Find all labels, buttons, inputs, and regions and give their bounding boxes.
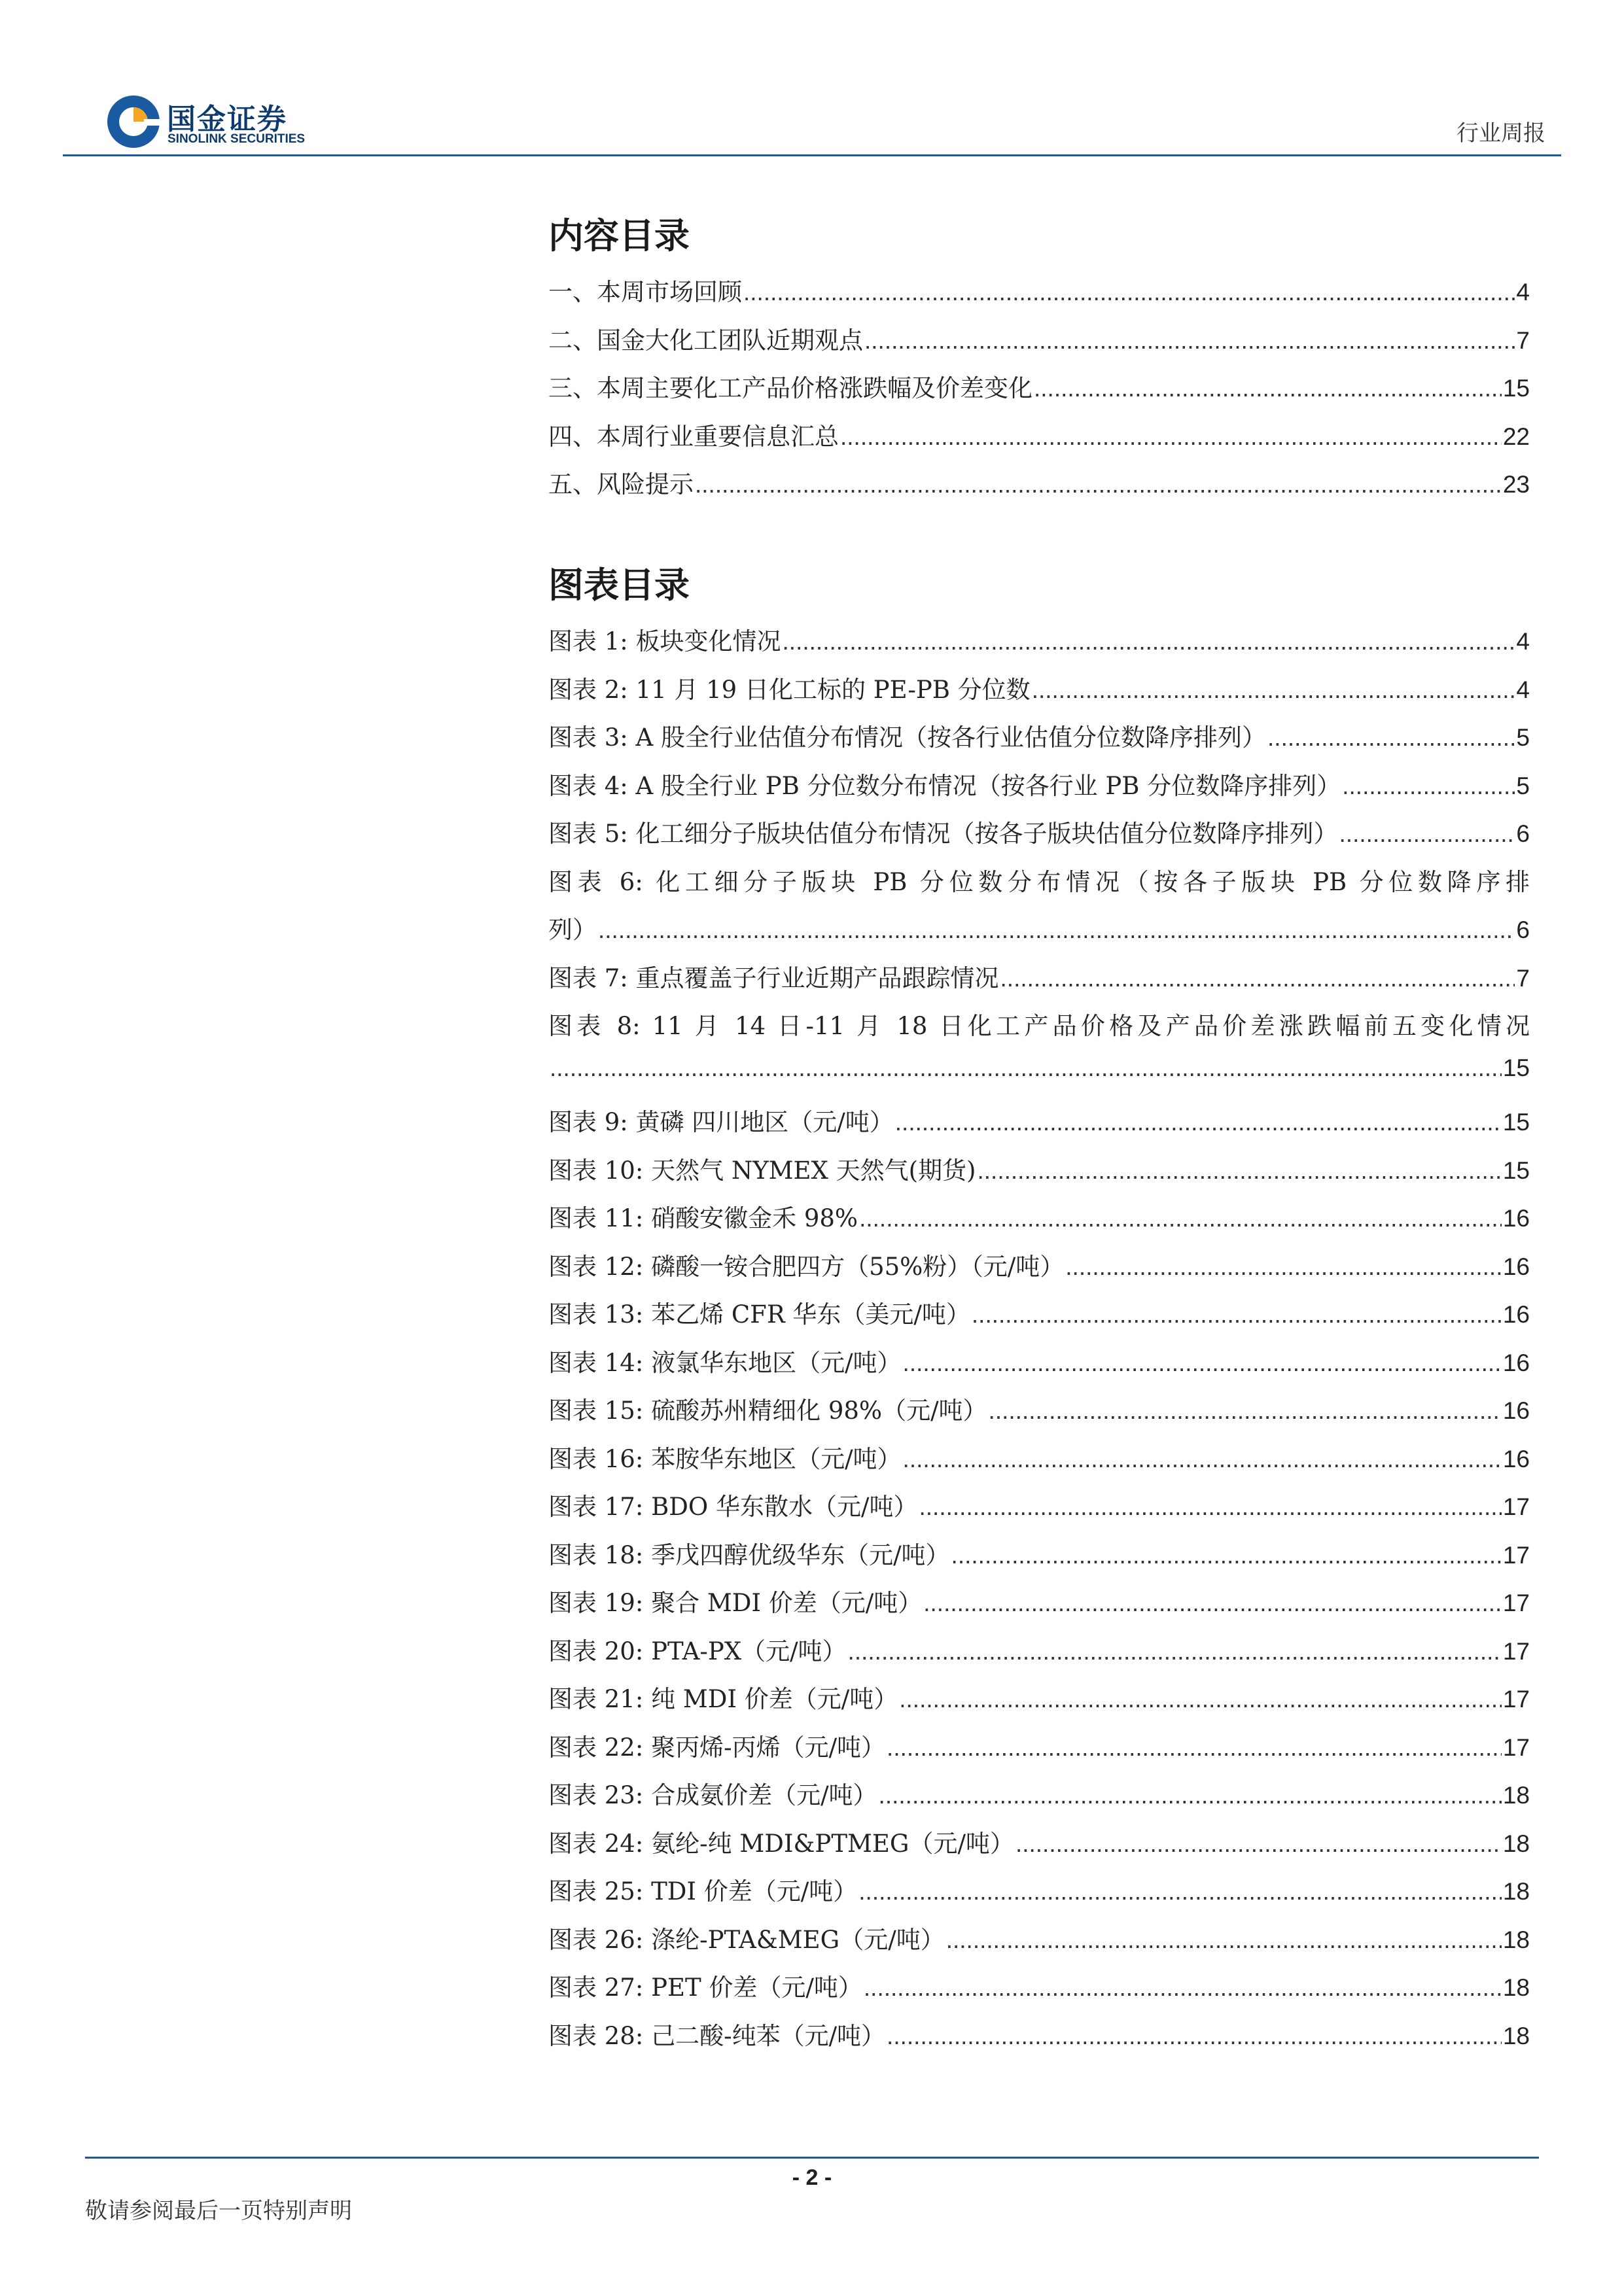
toc-item-label: 图表 17: BDO 华东散水（元/吨） xyxy=(548,1493,918,1521)
toc-leader-dots xyxy=(840,423,1502,451)
toc-item-wrapped-line-1[interactable] xyxy=(548,1006,1530,1054)
toc-item-label: 图表 9: 黄磷 四川地区（元/吨） xyxy=(548,1108,894,1136)
toc-item-label: 图表 4: A 股全行业 PB 分位数分布情况（按各行业 PB 分位数降序排列） xyxy=(548,771,1341,800)
toc-item[interactable] xyxy=(548,1583,1530,1631)
toc-leader-dots xyxy=(1267,724,1515,752)
toc-item[interactable] xyxy=(548,1535,1530,1584)
toc-item-label: 图表 23: 合成氨价差（元/吨） xyxy=(548,1781,877,1809)
toc-leader-dots xyxy=(848,1638,1502,1665)
toc-item-label: 图表 6: 化工细分子版块 PB 分位数分布情况（按各子版块 PB 分位数降序排 xyxy=(548,867,1530,896)
toc-item-label: 图表 26: 涤纶-PTA&MEG（元/吨） xyxy=(548,1925,945,1954)
toc-item-label: 图表 27: PET 价差（元/吨） xyxy=(548,1974,862,2002)
toc-item-label: 图表 21: 纯 MDI 价差（元/吨） xyxy=(548,1685,898,1713)
toc-item[interactable] xyxy=(548,2016,1530,2064)
toc-item-label: 图表 16: 苯胺华东地区（元/吨） xyxy=(548,1444,902,1473)
toc-item-label: 图表 18: 季戊四醇优级华东（元/吨） xyxy=(548,1540,950,1569)
toc-item-page: 18 xyxy=(1502,1878,1530,1905)
toc-item-page: 15 xyxy=(1502,1157,1530,1184)
toc-item[interactable] xyxy=(548,1151,1530,1199)
toc-item[interactable] xyxy=(548,321,1530,369)
toc-item-page: 16 xyxy=(1502,1445,1530,1472)
toc-item-label: 图表 7: 重点覆盖子行业近期产品跟踪情况 xyxy=(548,964,999,992)
toc-leader-dots xyxy=(903,1349,1502,1377)
toc-item-label: 图表 1: 板块变化情况 xyxy=(548,627,781,655)
toc-item[interactable] xyxy=(548,621,1530,670)
toc-item-page: 5 xyxy=(1516,772,1530,799)
toc-leader-dots xyxy=(946,1926,1502,1954)
toc-item-page: 17 xyxy=(1502,1541,1530,1569)
page-number: - 2 - xyxy=(792,2165,832,2190)
toc-item[interactable] xyxy=(548,958,1530,1007)
toc-item-label: 图表 5: 化工细分子版块估值分布情况（按各子版块估值分位数降序排列） xyxy=(548,820,1338,848)
company-logo xyxy=(105,93,353,152)
toc-item-page: 6 xyxy=(1516,916,1530,943)
toc-item-page: 18 xyxy=(1502,1830,1530,1857)
toc-item-page: 16 xyxy=(1502,1397,1530,1424)
toc-item-page: 5 xyxy=(1516,724,1530,751)
toc-item[interactable] xyxy=(548,1920,1530,1968)
figure-toc-title: 图表目录 xyxy=(548,564,690,606)
toc-item-page: 18 xyxy=(1502,2022,1530,2049)
toc-item-label: 图表 12: 磷酸一铵合肥四方（55%粉）（元/吨） xyxy=(548,1252,1065,1281)
toc-item[interactable] xyxy=(548,1439,1530,1487)
toc-leader-dots xyxy=(859,1205,1502,1232)
toc-leader-dots xyxy=(903,1446,1502,1473)
toc-leader-dots xyxy=(864,327,1515,355)
toc-item-label: 图表 8: 11 月 14 日-11 月 18 日化工产品价格及产品价差涨跌幅前五变化情况 xyxy=(548,1012,1530,1040)
toc-leader-dots xyxy=(923,1590,1502,1617)
toc-item-label: 图表 2: 11 月 19 日化工标的 PE-PB 分位数 xyxy=(548,675,1031,704)
toc-item-label: 一、本周市场回顾 xyxy=(548,278,742,306)
toc-item[interactable] xyxy=(548,766,1530,814)
toc-item-page: 16 xyxy=(1502,1205,1530,1232)
toc-item-wrapped-line-2[interactable] xyxy=(548,1054,1530,1103)
toc-item-page: 17 xyxy=(1502,1493,1530,1520)
toc-item-page: 16 xyxy=(1502,1301,1530,1328)
toc-leader-dots xyxy=(879,1782,1502,1809)
toc-item[interactable] xyxy=(548,1679,1530,1728)
toc-item-label: 图表 15: 硫酸苏州精细化 98%（元/吨） xyxy=(548,1397,987,1425)
toc-item-page: 17 xyxy=(1502,1590,1530,1616)
toc-leader-dots xyxy=(1015,1830,1502,1858)
toc-item-page: 18 xyxy=(1502,1974,1530,2001)
toc-item-label: 图表 14: 液氯华东地区（元/吨） xyxy=(548,1348,902,1377)
toc-item[interactable] xyxy=(548,1247,1530,1295)
toc-item[interactable] xyxy=(548,1343,1530,1391)
toc-item-page: 16 xyxy=(1502,1349,1530,1376)
toc-item-page: 23 xyxy=(1502,471,1530,498)
toc-item-page: 15 xyxy=(1502,375,1530,402)
toc-leader-dots xyxy=(1034,375,1502,402)
toc-leader-dots xyxy=(989,1397,1502,1425)
toc-item[interactable] xyxy=(548,1871,1530,1920)
toc-leader-dots xyxy=(858,1878,1502,1905)
toc-item-label: 图表 20: PTA-PX（元/吨） xyxy=(548,1637,847,1665)
toc-leader-dots xyxy=(887,2023,1502,2050)
toc-item-page: 17 xyxy=(1502,1733,1530,1761)
toc-item-wrapped-line-1[interactable] xyxy=(548,862,1530,911)
toc-leader-dots xyxy=(887,1734,1502,1762)
toc-item-page: 7 xyxy=(1516,964,1530,992)
toc-leader-dots xyxy=(864,1974,1502,2002)
toc-item[interactable] xyxy=(548,272,1530,321)
toc-item[interactable] xyxy=(548,1102,1530,1151)
toc-item[interactable] xyxy=(548,1198,1530,1247)
toc-item-label: 图表 13: 苯乙烯 CFR 华东（美元/吨） xyxy=(548,1300,970,1329)
toc-leader-dots xyxy=(1065,1253,1502,1281)
toc-leader-dots xyxy=(899,1686,1502,1713)
toc-item-page: 17 xyxy=(1502,1686,1530,1713)
toc-item-page: 15 xyxy=(1502,1109,1530,1136)
toc-leader-dots xyxy=(978,1157,1502,1185)
content-toc-list xyxy=(548,272,1530,513)
toc-leader-dots xyxy=(895,1109,1502,1136)
toc-item[interactable] xyxy=(548,1968,1530,2016)
toc-item-label: 图表 24: 氨纶-纯 MDI&PTMEG（元/吨） xyxy=(548,1829,1014,1858)
header-divider xyxy=(63,154,1561,156)
toc-item-label-continued: 列） xyxy=(548,916,597,944)
toc-item-label: 二、国金大化工团队近期观点 xyxy=(548,326,863,355)
toc-item[interactable] xyxy=(548,814,1530,862)
toc-leader-dots xyxy=(695,471,1502,498)
toc-item[interactable] xyxy=(548,670,1530,718)
toc-leader-dots xyxy=(1339,820,1515,848)
toc-item-label: 四、本周行业重要信息汇总 xyxy=(548,422,839,451)
figure-toc-list xyxy=(548,621,1530,2064)
toc-item-page: 18 xyxy=(1502,1926,1530,1953)
toc-item-label: 图表 11: 硝酸安徽金禾 98% xyxy=(548,1204,858,1232)
toc-leader-dots xyxy=(783,628,1515,655)
logo-text-english: SINOLINK SECURITIES xyxy=(168,132,306,146)
report-type: 行业周报 xyxy=(1456,120,1545,147)
toc-item[interactable] xyxy=(548,1391,1530,1439)
toc-item[interactable] xyxy=(548,1487,1530,1535)
toc-item-page: 6 xyxy=(1516,820,1530,847)
toc-leader-dots xyxy=(972,1301,1502,1329)
toc-item-page: 4 xyxy=(1516,628,1530,655)
toc-leader-dots xyxy=(1032,676,1515,704)
toc-item[interactable] xyxy=(548,718,1530,766)
toc-item-label: 图表 22: 聚丙烯-丙烯（元/吨） xyxy=(548,1733,886,1762)
toc-leader-dots xyxy=(1342,773,1515,800)
footer-disclaimer: 敬请参阅最后一页特别声明 xyxy=(85,2198,352,2224)
toc-item[interactable] xyxy=(548,1728,1530,1776)
sinolink-logo-icon xyxy=(105,93,162,150)
toc-item-label: 五、风险提示 xyxy=(548,470,694,498)
toc-item-page: 16 xyxy=(1502,1253,1530,1280)
toc-item[interactable] xyxy=(548,1824,1530,1872)
toc-item[interactable] xyxy=(548,1775,1530,1824)
toc-item[interactable] xyxy=(548,464,1530,513)
toc-item-label: 图表 3: A 股全行业估值分布情况（按各行业估值分位数降序排列） xyxy=(548,723,1267,752)
toc-leader-dots xyxy=(919,1493,1501,1521)
toc-item[interactable] xyxy=(548,368,1530,417)
toc-leader-dots xyxy=(1000,965,1515,992)
toc-leader-dots xyxy=(550,1054,1502,1082)
toc-item-page: 18 xyxy=(1502,1782,1530,1809)
toc-item[interactable] xyxy=(548,417,1530,465)
toc-item[interactable] xyxy=(548,1631,1530,1680)
toc-item-label: 三、本周主要化工产品价格涨跌幅及价差变化 xyxy=(548,374,1033,402)
toc-item-page: 17 xyxy=(1502,1637,1530,1665)
toc-item[interactable] xyxy=(548,1295,1530,1343)
toc-leader-dots xyxy=(598,916,1515,944)
toc-leader-dots xyxy=(951,1542,1502,1569)
footer-divider xyxy=(85,2157,1539,2159)
toc-item-label: 图表 19: 聚合 MDI 价差（元/吨） xyxy=(548,1589,923,1617)
toc-item-label: 图表 25: TDI 价差（元/吨） xyxy=(548,1877,858,1905)
toc-item-page: 4 xyxy=(1516,279,1530,305)
toc-leader-dots xyxy=(743,279,1515,306)
toc-item-page: 15 xyxy=(1502,1054,1530,1081)
toc-item-page: 7 xyxy=(1516,326,1530,354)
toc-item-page: 22 xyxy=(1502,423,1530,450)
logo-text-chinese: 国金证券 xyxy=(167,103,287,136)
content-toc-title: 内容目录 xyxy=(548,215,690,256)
toc-item-label: 图表 10: 天然气 NYMEX 天然气(期货) xyxy=(548,1156,976,1185)
toc-item-page: 4 xyxy=(1516,676,1530,703)
toc-item-label: 图表 28: 己二酸-纯苯（元/吨） xyxy=(548,2021,886,2050)
toc-item-wrapped-line-2[interactable] xyxy=(548,910,1530,958)
